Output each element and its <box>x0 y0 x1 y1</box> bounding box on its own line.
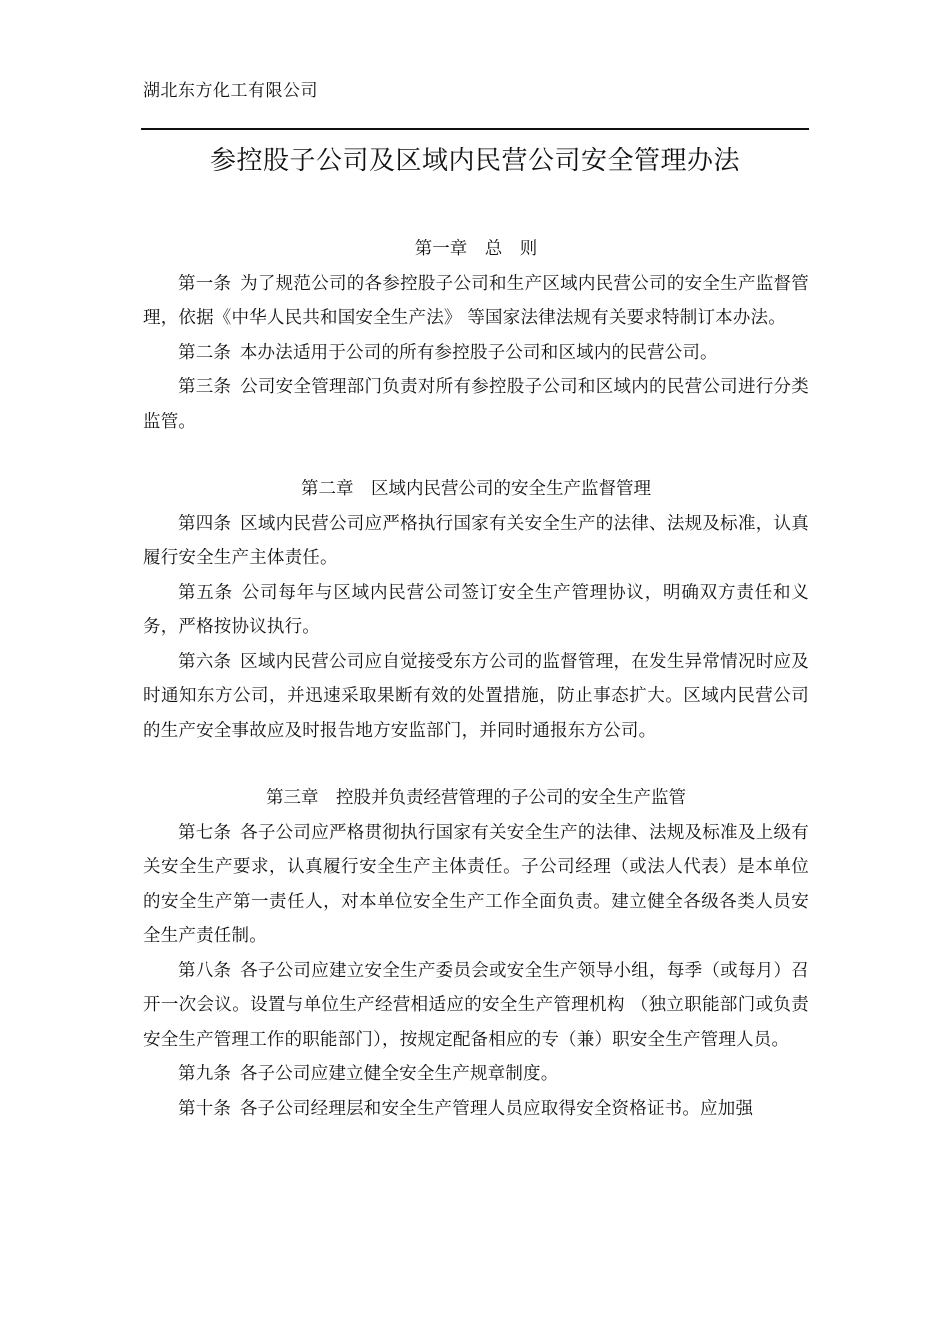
article-number: 第三条 <box>178 377 232 397</box>
company-header: 湖北东方化工有限公司 <box>143 81 318 101</box>
article-number: 第六条 <box>178 651 232 672</box>
article-text: 公司安全管理部门负责对所有参控股子公司和区域内的民营公司进行分类监管。 <box>143 377 809 432</box>
article-text: 各子公司经理层和安全生产管理人员应取得安全资格证书。应加强 <box>239 1098 754 1119</box>
article-number: 第七条 <box>178 822 232 843</box>
header-divider <box>141 128 809 130</box>
article <box>143 954 809 1058</box>
article <box>143 816 809 954</box>
article-number: 第十条 <box>178 1098 232 1119</box>
article <box>143 507 809 576</box>
article <box>143 576 809 645</box>
article-text: 公司每年与区域内民营公司签订安全生产管理协议，明确双方责任和义务，严格按协议执行。 <box>143 582 809 637</box>
document-body <box>143 232 809 1126</box>
article <box>143 267 809 336</box>
chapter-heading: 第二章 区域内民营公司的安全生产监督管理 <box>301 479 651 499</box>
chapter-heading: 第一章 总 则 <box>414 239 538 259</box>
article-text: 区域内民营公司应严格执行国家有关安全生产的法律、法规及标准，认真履行安全生产主体责任。 <box>143 513 809 568</box>
article-text: 各子公司应建立健全安全生产规章制度。 <box>239 1064 559 1084</box>
article <box>143 1057 809 1092</box>
article <box>143 1092 809 1127</box>
article-text: 本办法适用于公司的所有参控股子公司和区域内的民营公司。 <box>239 342 718 363</box>
article-text: 各子公司应严格贯彻执行国家有关安全生产的法律、法规及标准及上级有关安全生产要求，认真履行安全生产主体责任。子公司经理（或法人代表）是本单位的安全生产第一责任人，对本单位安全生产工作全面负责。建立健全各级各类人员安全生产责任制。 <box>143 822 809 946</box>
article-number: 第九条 <box>178 1064 232 1084</box>
document-title: 参控股子公司及区域内民营公司安全管理办法 <box>209 146 740 176</box>
chapter-heading: 第三章 控股并负责经营管理的子公司的安全生产监管 <box>266 788 686 808</box>
article-text: 区域内民营公司应自觉接受东方公司的监督管理，在发生异常情况时应及时通知东方公司，并迅速采取果断有效的处置措施，防止事态扩大。区域内民营公司的生产安全事故应及时报告地方安监部门，并同时通报东方公司。 <box>143 651 809 741</box>
article-text: 各子公司应建立安全生产委员会或安全生产领导小组，每季（或每月）召开一次会议。设置与单位生产经营相适应的安全生产管理机构 （独立职能部门或负责安全生产管理工作的职能部门），按规定配备相应的专（兼）职安全生产管理人员。 <box>143 960 809 1050</box>
article <box>143 336 809 371</box>
article-number: 第八条 <box>178 960 232 981</box>
article-number: 第一条 <box>178 273 232 294</box>
article-text: 为了规范公司的各参控股子公司和生产区域内民营公司的安全生产监督管理，依据《中华人民共和国安全生产法》 等国家法律法规有关要求特制订本办法。 <box>143 273 809 328</box>
article-number: 第四条 <box>178 513 232 534</box>
article <box>143 370 809 439</box>
article-number: 第五条 <box>178 582 233 603</box>
article <box>143 645 809 749</box>
article-number: 第二条 <box>178 342 232 363</box>
